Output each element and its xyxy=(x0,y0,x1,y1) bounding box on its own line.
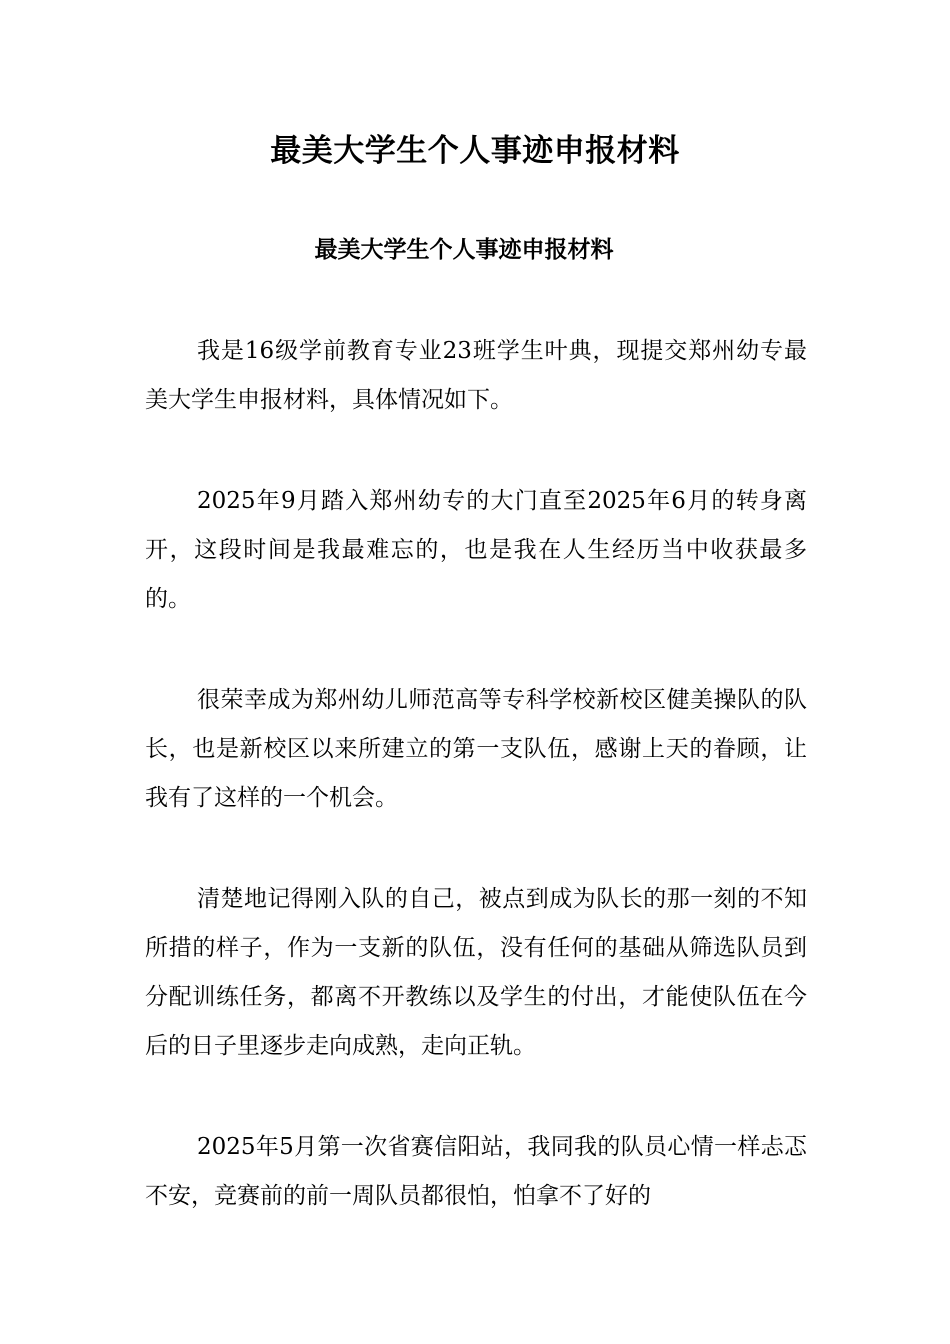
paragraph-enrollment: 2025年9月踏入郑州幼专的大门直至2025年6月的转身离开，这段时间是我最难忘的，也是我在人生经历当中收获最多的。 xyxy=(145,488,807,612)
document-title: 最美大学生个人事迹申报材料 xyxy=(270,133,680,169)
document-body xyxy=(145,327,807,1273)
paragraph-competition: 2025年5月第一次省赛信阳站，我同我的队员心情一样忐忑不安，竞赛前的前一周队员都很怕，怕拿不了好的 xyxy=(145,1134,807,1209)
document-subtitle: 最美大学生个人事迹申报材料 xyxy=(314,236,614,263)
paragraph-team-building: 清楚地记得刚入队的自己，被点到成为队长的那一刻的不知所措的样子，作为一支新的队伍，没有任何的基础从筛选队员到分配训练任务，都离不开教练以及学生的付出，才能使队伍在今后的日子里逐步走向成熟，走向正轨。 xyxy=(145,886,807,1059)
paragraph-team-captain: 很荣幸成为郑州幼儿师范高等专科学校新校区健美操队的队长，也是新校区以来所建立的第一支队伍，感谢上天的眷顾，让我有了这样的一个机会。 xyxy=(145,687,807,811)
paragraph-intro: 我是16级学前教育专业23班学生叶典，现提交郑州幼专最美大学生申报材料，具体情况如下。 xyxy=(145,338,807,413)
